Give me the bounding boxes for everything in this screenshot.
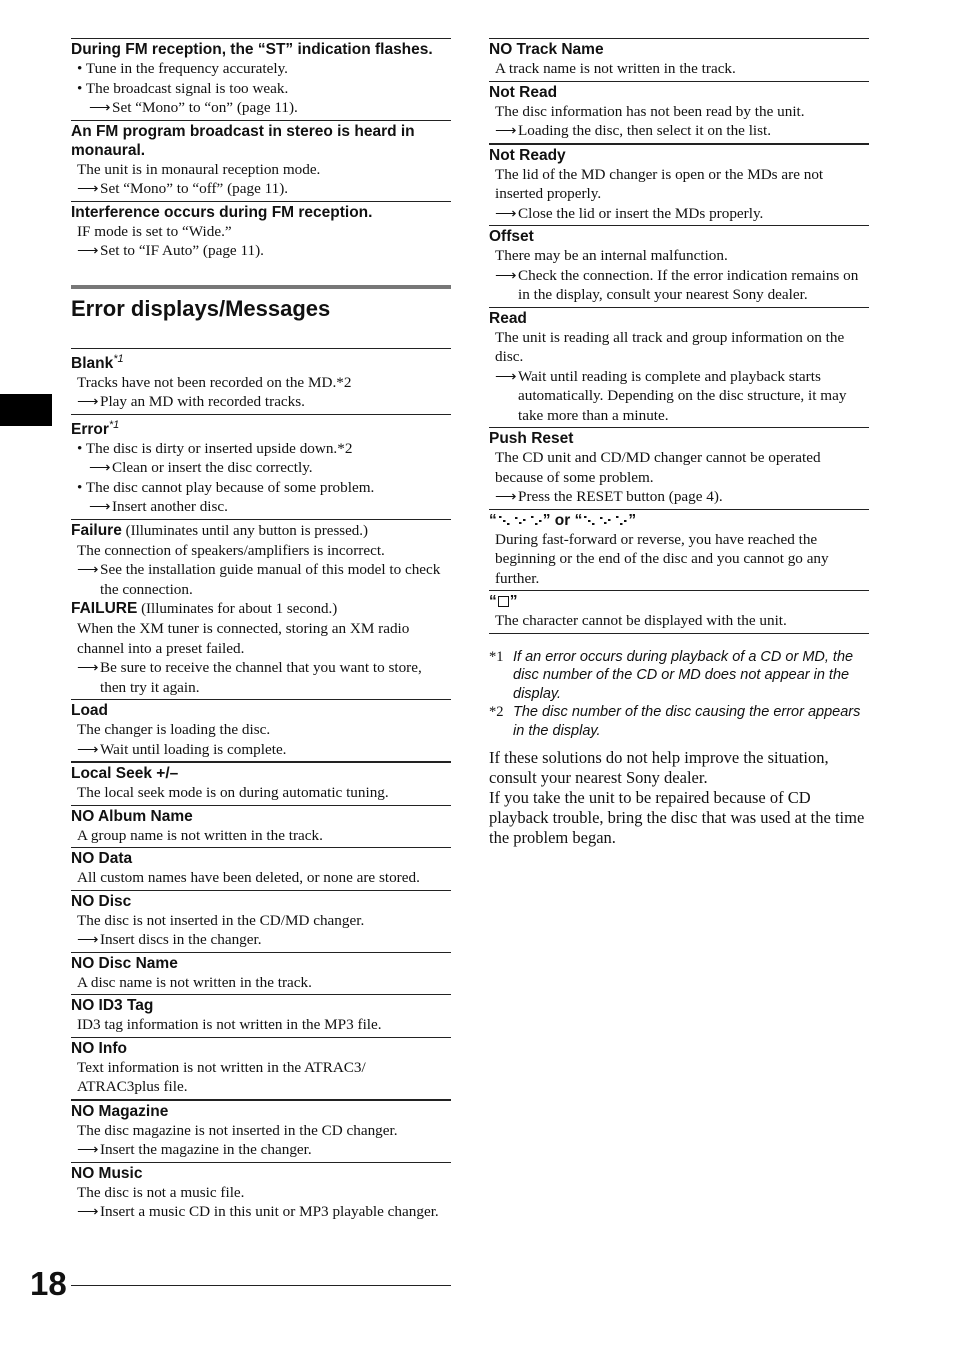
message-entry (489, 509, 869, 591)
heading-text: NO Album Name (71, 807, 193, 825)
message-entry (489, 427, 869, 509)
description-text: The unit is reading all track and group information on the disc. (495, 328, 845, 365)
entry-heading (71, 764, 451, 783)
message-entry (71, 952, 451, 995)
section-rule (71, 285, 451, 289)
message-entry (489, 225, 869, 307)
message-entry (489, 307, 869, 428)
remedy-line (71, 658, 451, 697)
heading-or: ” or “ (542, 511, 583, 529)
error-message-list-continued (489, 38, 869, 633)
entry-heading (489, 227, 869, 246)
remedy-text: Press the RESET button (page 4). (518, 488, 723, 505)
heading-note: (Illuminates for about 1 second.) (137, 601, 338, 618)
remedy-text: Wait until reading is complete and playback starts automatically. Depending on the disc structure, it may take more than a minute. (518, 367, 847, 424)
entry-heading (71, 954, 451, 973)
message-entry (71, 519, 451, 700)
footnote-mark: *2 (489, 704, 504, 720)
heading-text: NO Track Name (489, 41, 604, 58)
description-text: A group name is not written in the track. (77, 826, 323, 844)
entry-heading (71, 122, 451, 160)
arrow-icon: ⟶ (495, 488, 517, 505)
undisplayable-character-icon (498, 596, 509, 607)
remedy-line (489, 367, 869, 426)
remedy-text: Loading the disc, then select it on the list. (518, 122, 772, 139)
arrow-icon: ⟶ (89, 498, 111, 516)
remedy-text: Clean or insert the disc correctly. (112, 459, 313, 477)
remedy-line (71, 458, 451, 478)
heading-text: Load (71, 702, 109, 720)
footnote (489, 648, 869, 704)
entry-heading (71, 701, 451, 720)
entry-heading (71, 892, 451, 911)
quote-close: ” (628, 511, 637, 529)
arrow-icon: ⟶ (77, 1141, 99, 1159)
message-entry (489, 38, 869, 81)
description-text: A track name is not written in the track. (495, 60, 736, 77)
entry-heading (71, 203, 451, 222)
entry-heading (71, 996, 451, 1015)
remedy-line (71, 241, 451, 261)
remedy-line (489, 266, 869, 305)
message-entry (71, 120, 451, 201)
heading-text: An FM program broadcast in stereo is heard in monaural. (71, 122, 415, 159)
remedy-line (71, 560, 451, 599)
heading-text: Error (71, 420, 109, 438)
message-entry (71, 348, 451, 414)
closing-paragraph: If these solutions do not help improve the situation, consult your nearest Sony dealer. (489, 748, 829, 787)
description-text: The lid of the MD changer is open or the MDs are not inserted properly. (495, 165, 824, 202)
arrow-icon: ⟶ (77, 242, 99, 259)
remedy-text: Insert the magazine in the changer. (100, 1141, 312, 1159)
arrow-icon: ⟶ (77, 393, 99, 411)
bullet-item: • Tune in the frequency accurately. (77, 60, 288, 77)
remedy-line (489, 204, 869, 224)
heading-text: Not Read (489, 83, 558, 101)
description-text: ID3 tag information is not written in the MP3 file. (77, 1016, 382, 1034)
remedy-line (489, 121, 869, 141)
quote-open: “ (489, 511, 497, 529)
arrow-icon: ⟶ (77, 659, 99, 677)
remedy-line (71, 930, 451, 950)
message-entry (71, 761, 451, 805)
description-text: IF mode is set to “Wide.” (77, 222, 232, 240)
arrow-icon: ⟶ (89, 459, 111, 477)
heading-text: NO Music (71, 1164, 143, 1182)
entry-heading (71, 416, 451, 439)
footer-rule (71, 1285, 451, 1286)
right-column (489, 38, 869, 848)
footnote-text: If an error occurs during playback of a CD or MD, the disc number of the CD or MD does not appear in the display. (513, 648, 854, 702)
segment-display-glyph-begin-icon (497, 514, 543, 526)
description-text: Text information is not written in the ATRAC3/ ATRAC3plus file. (77, 1058, 366, 1096)
entry-heading (489, 429, 869, 448)
description-text: The changer is loading the disc. (77, 721, 271, 739)
description-text: The local seek mode is on during automatic tuning. (77, 784, 389, 802)
fm-troubleshooting-list (71, 38, 451, 263)
message-entry (71, 414, 451, 519)
remedy-line (71, 1202, 451, 1222)
description-text: The disc information has not been read by the unit. (495, 102, 805, 120)
description-text: When the XM tuner is connected, storing an XM radio channel into a preset failed. (77, 620, 410, 657)
list-end-rule (489, 633, 869, 634)
heading-text: Local Seek +/– (71, 765, 179, 783)
remedy-text: Set “Mono” to “on” (page 11). (112, 99, 298, 116)
heading-text: Failure (71, 521, 122, 539)
arrow-icon: ⟶ (77, 1203, 99, 1221)
heading-text: Push Reset (489, 430, 574, 447)
entry-heading (71, 1102, 451, 1121)
arrow-icon: ⟶ (495, 266, 517, 284)
entry-heading (489, 309, 869, 328)
segment-display-glyph-end-icon (582, 514, 628, 526)
description-text: The connection of speakers/amplifiers is incorrect. (77, 541, 385, 559)
closing-text (489, 748, 869, 848)
arrow-icon: ⟶ (495, 204, 517, 222)
remedy-line (71, 497, 451, 517)
remedy-text: Play an MD with recorded tracks. (100, 393, 305, 411)
entry-heading (71, 1164, 451, 1183)
entry-heading (489, 511, 869, 530)
heading-text: Blank (71, 354, 114, 372)
entry-heading (489, 592, 869, 611)
heading-text: Offset (489, 228, 534, 245)
remedy-line (71, 179, 451, 199)
closing-paragraph: If you take the unit to be repaired because of CD playback trouble, bring the disc that was used at the time the problem began. (489, 788, 865, 847)
message-entry (71, 38, 451, 120)
message-entry (71, 847, 451, 890)
arrow-icon: ⟶ (77, 561, 99, 579)
description-text: The disc is not a music file. (77, 1183, 245, 1201)
message-entry (489, 590, 869, 633)
remedy-text: See the installation guide manual of this model to check the connection. (100, 561, 441, 598)
entry-heading (489, 83, 869, 102)
message-entry (71, 201, 451, 263)
footnote-text: The disc number of the disc causing the error appears in the display. (513, 704, 861, 739)
heading-text: Read (489, 309, 527, 327)
heading-text: NO Magazine (71, 1102, 169, 1120)
message-entry (71, 1037, 451, 1099)
description-text: The disc magazine is not inserted in the CD changer. (77, 1121, 398, 1139)
description-text: All custom names have been deleted, or none are stored. (77, 869, 420, 887)
description-text: A disc name is not written in the track. (77, 973, 312, 991)
arrow-icon: ⟶ (495, 122, 517, 139)
heading-text: NO Data (71, 850, 133, 868)
footnote (489, 703, 869, 740)
description-text: The character cannot be displayed with the unit. (495, 612, 787, 629)
message-entry (71, 994, 451, 1037)
message-entry (71, 1099, 451, 1162)
remedy-line (71, 740, 451, 760)
description-text: Tracks have not been recorded on the MD.*2 (77, 373, 352, 391)
heading-text: NO ID3 Tag (71, 997, 154, 1015)
heading-text: FAILURE (71, 600, 138, 618)
entry-heading (71, 350, 451, 373)
remedy-text: Insert another disc. (112, 498, 228, 516)
remedy-line (71, 1140, 451, 1160)
description-text: The CD unit and CD/MD changer cannot be operated because of some problem. (495, 449, 821, 486)
heading-note: (Illuminates until any button is pressed.) (121, 522, 369, 539)
description-text: During fast-forward or reverse, you have reached the beginning or the end of the disc and you cannot go any further. (495, 530, 829, 587)
message-entry (71, 805, 451, 848)
message-entry (489, 143, 869, 226)
entry-heading (489, 40, 869, 59)
heading-text: NO Disc (71, 892, 132, 910)
description-text: The disc is not inserted in the CD/MD changer. (77, 911, 365, 929)
heading-text: Not Ready (489, 146, 566, 164)
arrow-icon: ⟶ (495, 367, 517, 385)
entry-heading (71, 40, 451, 59)
entry-heading (489, 146, 869, 165)
footnote-ref: *1 (108, 418, 120, 431)
quote-open: “ (489, 593, 497, 610)
description-text: The unit is in monaural reception mode. (77, 160, 321, 178)
entry-heading (71, 807, 451, 826)
remedy-text: Set to “IF Auto” (page 11). (100, 242, 264, 259)
entry-heading (71, 521, 451, 541)
heading-text: During FM reception, the “ST” indication flashes. (71, 41, 433, 58)
section-tab-marker (0, 394, 52, 426)
quote-close: ” (509, 593, 518, 610)
bullet-item: • The disc cannot play because of some problem. (77, 478, 375, 496)
remedy-line (71, 392, 451, 412)
remedy-text: Wait until loading is complete. (100, 740, 287, 758)
section-title: Error displays/Messages (71, 295, 331, 321)
description-text: There may be an internal malfunction. (495, 247, 728, 264)
message-entry (71, 1162, 451, 1224)
heading-text: Interference occurs during FM reception. (71, 203, 373, 221)
entry-subheading (71, 599, 451, 619)
remedy-text: Be sure to receive the channel that you want to store, then try it again. (100, 659, 422, 696)
page-number: 18 (30, 1265, 67, 1302)
remedy-text: Check the connection. If the error indication remains on in the display, consult your nearest Sony dealer. (518, 266, 859, 303)
remedy-text: Insert a music CD in this unit or MP3 playable changer. (100, 1203, 439, 1221)
footnotes (489, 648, 869, 741)
footnote-mark: *1 (489, 648, 504, 665)
remedy-line (489, 487, 869, 507)
arrow-icon: ⟶ (77, 180, 99, 197)
bullet-item: • The broadcast signal is too weak. (77, 79, 289, 97)
left-column (71, 38, 451, 1224)
message-entry (489, 81, 869, 143)
entry-heading (71, 1039, 451, 1058)
remedy-text: Set “Mono” to “off” (page 11). (100, 180, 289, 197)
footnote-ref: *1 (113, 352, 124, 365)
remedy-line (71, 98, 451, 118)
bullet-item: • The disc is dirty or inserted upside down.*2 (77, 439, 353, 457)
arrow-icon: ⟶ (77, 931, 99, 949)
remedy-text: Insert discs in the changer. (100, 931, 262, 949)
error-message-list (71, 348, 451, 1224)
heading-text: NO Info (71, 1039, 127, 1057)
arrow-icon: ⟶ (77, 740, 99, 758)
message-entry (71, 699, 451, 761)
arrow-icon: ⟶ (89, 99, 111, 116)
remedy-text: Close the lid or insert the MDs properly. (518, 204, 764, 222)
message-entry (71, 890, 451, 952)
heading-text: NO Disc Name (71, 954, 178, 972)
entry-heading (71, 849, 451, 868)
